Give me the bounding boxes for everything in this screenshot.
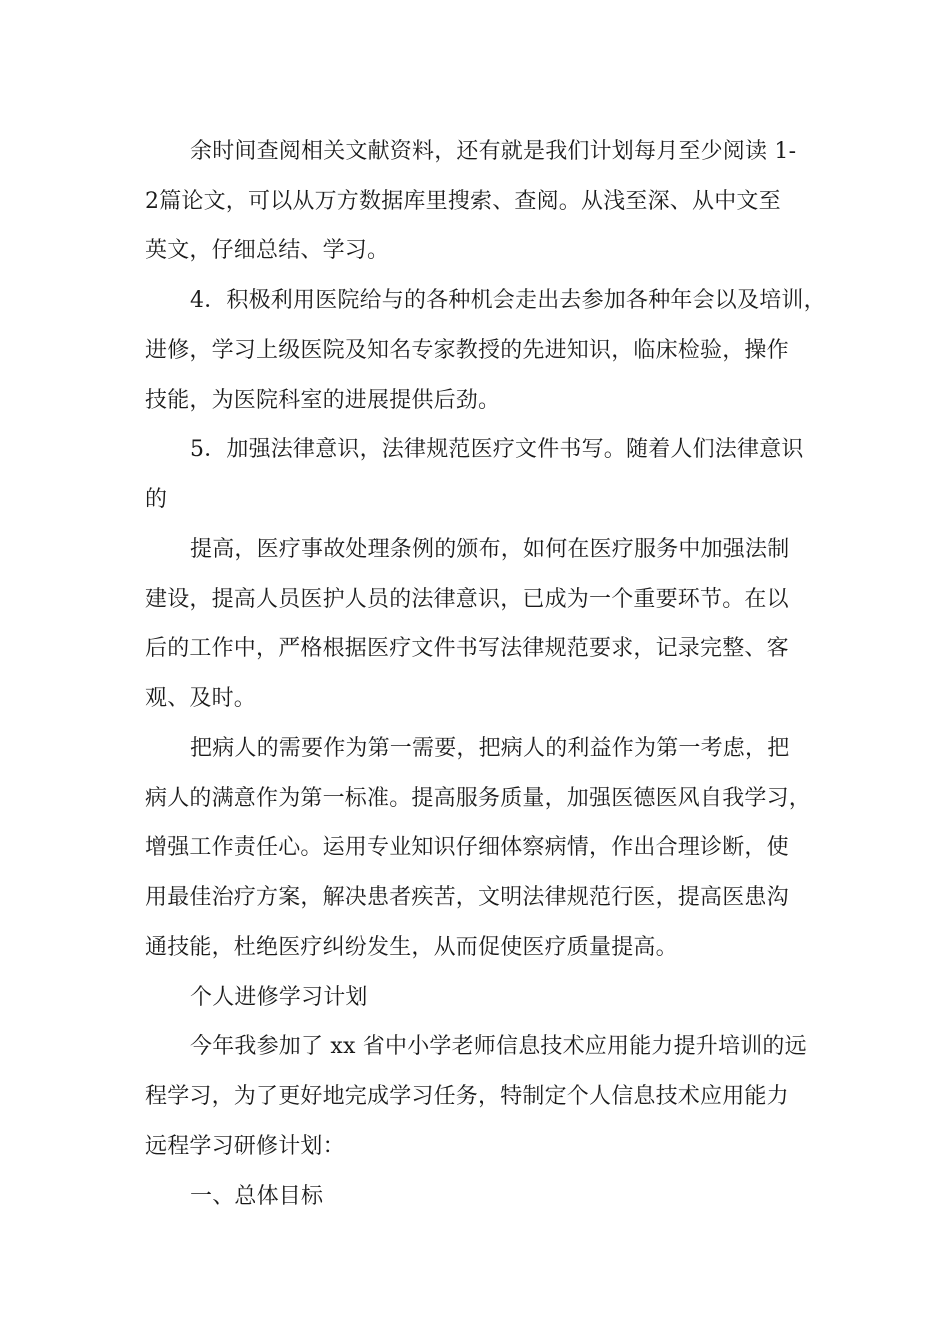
text-line: 4．积极利用医院给与的各种机会走出去参加各种年会以及培训， [190,288,826,313]
text-line: 用最佳治疗方案，解决患者疾苦，文明法律规范行医，提高医患沟 [145,885,789,910]
text-line: 远程学习研修计划： [145,1134,345,1159]
text-line: 2篇论文，可以从万方数据库里搜索、查阅。从浅至深、从中文至 [145,189,781,214]
text-line: 病人的满意作为第一标准。提高服务质量，加强医德医风自我学习， [145,786,812,811]
text-line: 技能，为医院科室的进展提供后劲。 [145,388,501,413]
text-line: 观、及时。 [145,686,257,711]
text-line: 程学习，为了更好地完成学习任务，特制定个人信息技术应用能力 [145,1084,789,1109]
text-line: 5．加强法律意识，法律规范医疗文件书写。随着人们法律意识 [190,437,804,462]
text-line: 提高，医疗事故处理条例的颁布，如何在医疗服务中加强法制 [190,537,790,562]
text-line: 英文，仔细总结、学习。 [145,238,390,263]
text-line: 建设，提高人员医护人员的法律意识，已成为一个重要环节。在以 [145,587,789,612]
section-heading: 一、总体目标 [190,1184,324,1209]
text-line: 把病人的需要作为第一需要，把病人的利益作为第一考虑，把 [190,736,790,761]
text-line: 余时间查阅相关文献资料，还有就是我们计划每月至少阅读 1- [190,139,797,164]
text-line: 增强工作责任心。运用专业知识仔细体察病情，作出合理诊断，使 [145,835,789,860]
section-heading: 个人进修学习计划 [190,985,368,1010]
text-line: 今年我参加了 xx 省中小学老师信息技术应用能力提升培训的远 [190,1034,807,1059]
text-line: 后的工作中，严格根据医疗文件书写法律规范要求，记录完整、客 [145,636,789,661]
text-line: 进修，学习上级医院及知名专家教授的先进知识，临床检验，操作 [145,338,789,363]
text-line: 的 [145,487,168,512]
text-line: 通技能，杜绝医疗纠纷发生，从而促使医疗质量提高。 [145,935,678,960]
